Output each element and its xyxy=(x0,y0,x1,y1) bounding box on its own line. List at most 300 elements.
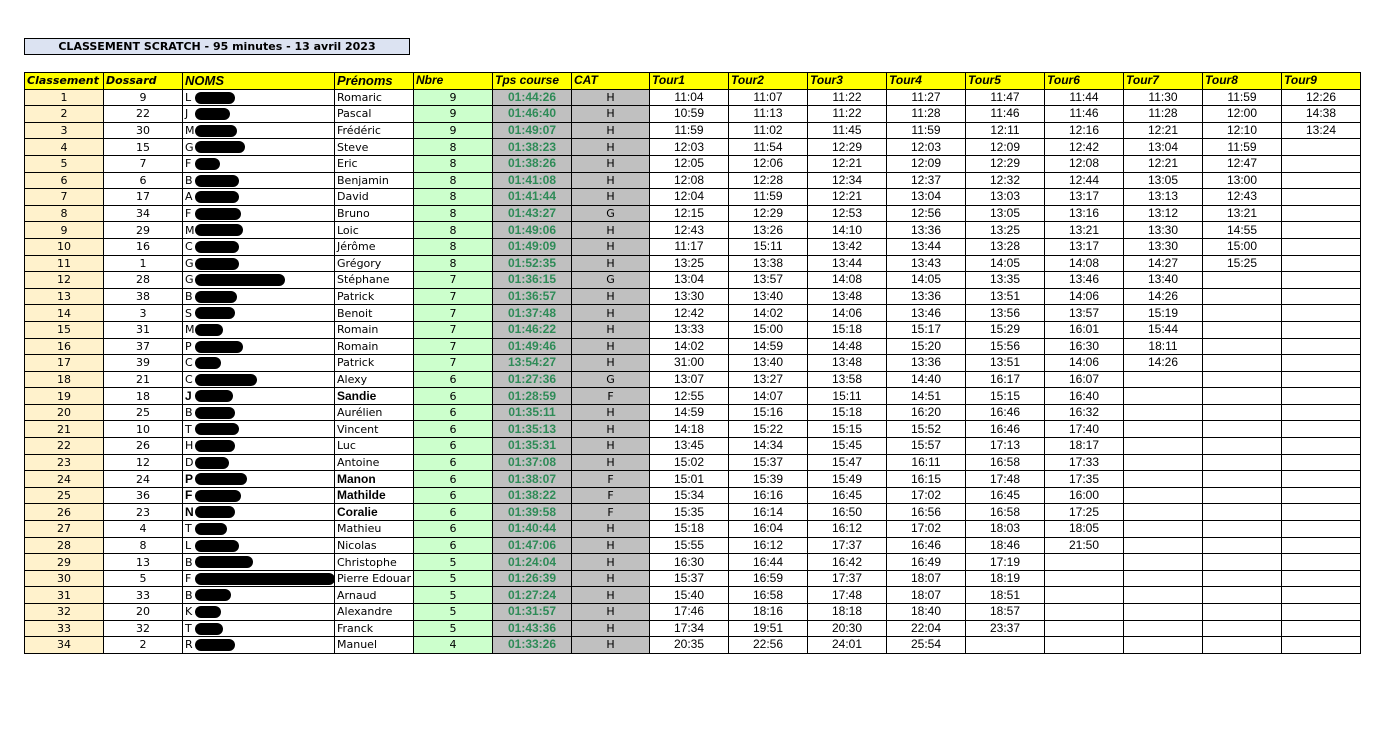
cell-tour5[interactable] xyxy=(966,637,1045,654)
cell-prenom[interactable]: Pierre Edouar xyxy=(335,570,414,587)
cell-tour5[interactable]: 13:05 xyxy=(966,205,1045,222)
cell-tour1[interactable]: 14:02 xyxy=(650,338,729,355)
header-noms[interactable]: NOMS xyxy=(183,73,335,90)
cell-prenom[interactable]: Manon xyxy=(335,471,414,488)
cell-dossard[interactable]: 37 xyxy=(104,338,183,355)
cell-tps-course[interactable]: 01:52:35 xyxy=(493,255,572,272)
cell-prenom[interactable]: Patrick xyxy=(335,355,414,372)
cell-tour9[interactable] xyxy=(1282,521,1361,538)
header-tour6[interactable]: Tour6 xyxy=(1045,73,1124,90)
cell-tour9[interactable] xyxy=(1282,620,1361,637)
cell-tour6[interactable]: 13:46 xyxy=(1045,272,1124,289)
cell-tour3[interactable]: 12:21 xyxy=(808,189,887,206)
cell-tour3[interactable]: 15:49 xyxy=(808,471,887,488)
cell-tour6[interactable]: 16:32 xyxy=(1045,404,1124,421)
cell-tour4[interactable]: 12:09 xyxy=(887,155,966,172)
cell-tour8[interactable]: 13:00 xyxy=(1203,172,1282,189)
cell-tour7[interactable]: 13:05 xyxy=(1124,172,1203,189)
cell-tour3[interactable]: 13:48 xyxy=(808,288,887,305)
cell-tour4[interactable]: 22:04 xyxy=(887,620,966,637)
cell-tour5[interactable]: 13:51 xyxy=(966,288,1045,305)
cell-tour3[interactable]: 12:34 xyxy=(808,172,887,189)
cell-tps-course[interactable]: 01:35:13 xyxy=(493,421,572,438)
cell-tour3[interactable]: 13:44 xyxy=(808,255,887,272)
cell-prenom[interactable]: Loic xyxy=(335,222,414,239)
cell-tour6[interactable] xyxy=(1045,587,1124,604)
cell-classement[interactable]: 27 xyxy=(25,521,104,538)
cell-tps-course[interactable]: 01:27:24 xyxy=(493,587,572,604)
cell-classement[interactable]: 2 xyxy=(25,106,104,123)
cell-tour7[interactable]: 13:40 xyxy=(1124,272,1203,289)
cell-tour9[interactable] xyxy=(1282,155,1361,172)
cell-tour5[interactable]: 12:09 xyxy=(966,139,1045,156)
cell-tour9[interactable]: 13:24 xyxy=(1282,122,1361,139)
cell-tps-course[interactable]: 01:41:08 xyxy=(493,172,572,189)
cell-dossard[interactable]: 3 xyxy=(104,305,183,322)
header-tour3[interactable]: Tour3 xyxy=(808,73,887,90)
cell-dossard[interactable]: 20 xyxy=(104,604,183,621)
cell-cat[interactable]: H xyxy=(572,89,650,106)
cell-tour1[interactable]: 17:46 xyxy=(650,604,729,621)
cell-nbre[interactable]: 7 xyxy=(414,321,493,338)
cell-tour3[interactable]: 18:18 xyxy=(808,604,887,621)
cell-cat[interactable]: H xyxy=(572,321,650,338)
cell-dossard[interactable]: 30 xyxy=(104,122,183,139)
cell-nom[interactable] xyxy=(183,139,335,156)
cell-tour4[interactable]: 15:52 xyxy=(887,421,966,438)
cell-prenom[interactable]: Jérôme xyxy=(335,238,414,255)
cell-tour9[interactable] xyxy=(1282,388,1361,405)
cell-nbre[interactable]: 8 xyxy=(414,222,493,239)
cell-tour3[interactable]: 14:10 xyxy=(808,222,887,239)
cell-prenom[interactable]: Coralie xyxy=(335,504,414,521)
cell-nbre[interactable]: 8 xyxy=(414,172,493,189)
cell-nom[interactable] xyxy=(183,521,335,538)
cell-classement[interactable]: 19 xyxy=(25,388,104,405)
cell-prenom[interactable]: Sandie xyxy=(335,388,414,405)
cell-tour4[interactable]: 18:07 xyxy=(887,570,966,587)
cell-tour3[interactable]: 16:45 xyxy=(808,487,887,504)
cell-tour2[interactable]: 15:00 xyxy=(729,321,808,338)
cell-classement[interactable]: 9 xyxy=(25,222,104,239)
cell-tour2[interactable]: 12:06 xyxy=(729,155,808,172)
cell-tour7[interactable] xyxy=(1124,438,1203,455)
cell-tour8[interactable] xyxy=(1203,371,1282,388)
cell-tour3[interactable]: 15:18 xyxy=(808,321,887,338)
cell-classement[interactable]: 33 xyxy=(25,620,104,637)
cell-dossard[interactable]: 39 xyxy=(104,355,183,372)
cell-tour7[interactable] xyxy=(1124,554,1203,571)
cell-dossard[interactable]: 2 xyxy=(104,637,183,654)
cell-nom[interactable] xyxy=(183,155,335,172)
cell-tour4[interactable]: 17:02 xyxy=(887,487,966,504)
cell-nbre[interactable]: 5 xyxy=(414,587,493,604)
cell-tour7[interactable]: 15:44 xyxy=(1124,321,1203,338)
cell-tour6[interactable]: 21:50 xyxy=(1045,537,1124,554)
cell-tour1[interactable]: 14:59 xyxy=(650,404,729,421)
cell-classement[interactable]: 31 xyxy=(25,587,104,604)
cell-classement[interactable]: 17 xyxy=(25,355,104,372)
cell-tour3[interactable]: 15:18 xyxy=(808,404,887,421)
cell-tps-course[interactable]: 01:38:23 xyxy=(493,139,572,156)
cell-tour4[interactable]: 13:36 xyxy=(887,355,966,372)
cell-tour2[interactable]: 13:40 xyxy=(729,355,808,372)
cell-nom[interactable] xyxy=(183,537,335,554)
cell-classement[interactable]: 8 xyxy=(25,205,104,222)
cell-tour5[interactable]: 16:58 xyxy=(966,504,1045,521)
cell-tour1[interactable]: 13:45 xyxy=(650,438,729,455)
cell-classement[interactable]: 10 xyxy=(25,238,104,255)
cell-tour6[interactable]: 17:35 xyxy=(1045,471,1124,488)
cell-classement[interactable]: 7 xyxy=(25,189,104,206)
cell-nbre[interactable]: 8 xyxy=(414,238,493,255)
cell-nbre[interactable]: 6 xyxy=(414,421,493,438)
cell-nom[interactable] xyxy=(183,355,335,372)
cell-tour5[interactable]: 16:58 xyxy=(966,454,1045,471)
cell-prenom[interactable]: Eric xyxy=(335,155,414,172)
cell-classement[interactable]: 34 xyxy=(25,637,104,654)
cell-cat[interactable]: H xyxy=(572,106,650,123)
cell-tour2[interactable]: 16:44 xyxy=(729,554,808,571)
cell-cat[interactable]: H xyxy=(572,305,650,322)
cell-tour3[interactable]: 15:11 xyxy=(808,388,887,405)
cell-tour8[interactable] xyxy=(1203,355,1282,372)
cell-tour9[interactable] xyxy=(1282,421,1361,438)
cell-tour2[interactable]: 11:54 xyxy=(729,139,808,156)
cell-tour1[interactable]: 13:30 xyxy=(650,288,729,305)
cell-tour4[interactable]: 16:11 xyxy=(887,454,966,471)
cell-classement[interactable]: 14 xyxy=(25,305,104,322)
cell-tour2[interactable]: 16:58 xyxy=(729,587,808,604)
cell-nbre[interactable]: 4 xyxy=(414,637,493,654)
cell-cat[interactable]: H xyxy=(572,139,650,156)
cell-tour5[interactable]: 13:28 xyxy=(966,238,1045,255)
header-tour9[interactable]: Tour9 xyxy=(1282,73,1361,90)
cell-tour8[interactable]: 11:59 xyxy=(1203,89,1282,106)
cell-tour4[interactable]: 25:54 xyxy=(887,637,966,654)
cell-prenom[interactable]: Steve xyxy=(335,139,414,156)
cell-tour8[interactable] xyxy=(1203,454,1282,471)
cell-tour1[interactable]: 15:40 xyxy=(650,587,729,604)
cell-nbre[interactable]: 7 xyxy=(414,338,493,355)
cell-cat[interactable]: H xyxy=(572,620,650,637)
cell-tour9[interactable] xyxy=(1282,288,1361,305)
cell-tour8[interactable] xyxy=(1203,388,1282,405)
cell-classement[interactable]: 11 xyxy=(25,255,104,272)
cell-tour9[interactable] xyxy=(1282,438,1361,455)
cell-tour8[interactable] xyxy=(1203,404,1282,421)
cell-tour9[interactable] xyxy=(1282,637,1361,654)
cell-classement[interactable]: 5 xyxy=(25,155,104,172)
cell-tour8[interactable] xyxy=(1203,272,1282,289)
cell-tour7[interactable]: 18:11 xyxy=(1124,338,1203,355)
cell-prenom[interactable]: Christophe xyxy=(335,554,414,571)
cell-nbre[interactable]: 6 xyxy=(414,487,493,504)
cell-prenom[interactable]: Benjamin xyxy=(335,172,414,189)
cell-cat[interactable]: F xyxy=(572,487,650,504)
header-tour4[interactable]: Tour4 xyxy=(887,73,966,90)
cell-tour2[interactable]: 12:28 xyxy=(729,172,808,189)
cell-tour5[interactable]: 17:19 xyxy=(966,554,1045,571)
cell-tps-course[interactable]: 01:46:22 xyxy=(493,321,572,338)
cell-dossard[interactable]: 15 xyxy=(104,139,183,156)
cell-tour1[interactable]: 20:35 xyxy=(650,637,729,654)
cell-nbre[interactable]: 6 xyxy=(414,471,493,488)
cell-prenom[interactable]: Vincent xyxy=(335,421,414,438)
cell-tour7[interactable] xyxy=(1124,537,1203,554)
cell-tour7[interactable] xyxy=(1124,487,1203,504)
cell-tour5[interactable]: 14:05 xyxy=(966,255,1045,272)
header-tour5[interactable]: Tour5 xyxy=(966,73,1045,90)
cell-tour6[interactable]: 13:21 xyxy=(1045,222,1124,239)
cell-tour8[interactable]: 12:47 xyxy=(1203,155,1282,172)
cell-tour4[interactable]: 12:03 xyxy=(887,139,966,156)
cell-tour4[interactable]: 17:02 xyxy=(887,521,966,538)
cell-tour5[interactable]: 13:25 xyxy=(966,222,1045,239)
cell-tour1[interactable]: 13:04 xyxy=(650,272,729,289)
cell-tour1[interactable]: 13:07 xyxy=(650,371,729,388)
cell-tps-course[interactable]: 01:39:58 xyxy=(493,504,572,521)
cell-tour3[interactable]: 11:22 xyxy=(808,89,887,106)
cell-tour1[interactable]: 12:43 xyxy=(650,222,729,239)
cell-cat[interactable]: G xyxy=(572,205,650,222)
cell-dossard[interactable]: 13 xyxy=(104,554,183,571)
cell-cat[interactable]: H xyxy=(572,172,650,189)
cell-tour5[interactable]: 15:56 xyxy=(966,338,1045,355)
cell-tour9[interactable] xyxy=(1282,338,1361,355)
cell-tps-course[interactable]: 01:49:06 xyxy=(493,222,572,239)
cell-tour6[interactable] xyxy=(1045,604,1124,621)
cell-tour6[interactable]: 16:40 xyxy=(1045,388,1124,405)
cell-tour5[interactable]: 12:32 xyxy=(966,172,1045,189)
cell-tour5[interactable]: 15:29 xyxy=(966,321,1045,338)
cell-tour1[interactable]: 15:35 xyxy=(650,504,729,521)
cell-tour7[interactable]: 13:04 xyxy=(1124,139,1203,156)
cell-tour9[interactable] xyxy=(1282,305,1361,322)
cell-tour8[interactable] xyxy=(1203,620,1282,637)
cell-tour4[interactable]: 16:15 xyxy=(887,471,966,488)
cell-tour9[interactable] xyxy=(1282,554,1361,571)
cell-tour6[interactable]: 12:42 xyxy=(1045,139,1124,156)
cell-prenom[interactable]: Antoine xyxy=(335,454,414,471)
cell-tour4[interactable]: 11:27 xyxy=(887,89,966,106)
cell-tour4[interactable]: 15:20 xyxy=(887,338,966,355)
header-dossard[interactable]: Dossard xyxy=(104,73,183,90)
cell-tour4[interactable]: 14:51 xyxy=(887,388,966,405)
cell-tour1[interactable]: 15:01 xyxy=(650,471,729,488)
cell-tour2[interactable]: 18:16 xyxy=(729,604,808,621)
cell-tour6[interactable] xyxy=(1045,620,1124,637)
cell-dossard[interactable]: 21 xyxy=(104,371,183,388)
cell-tour7[interactable] xyxy=(1124,471,1203,488)
cell-nom[interactable] xyxy=(183,637,335,654)
header-prenoms[interactable]: Prénoms xyxy=(335,73,414,90)
cell-prenom[interactable]: Mathieu xyxy=(335,521,414,538)
cell-tour7[interactable]: 12:21 xyxy=(1124,122,1203,139)
cell-cat[interactable]: H xyxy=(572,155,650,172)
cell-tour3[interactable]: 15:45 xyxy=(808,438,887,455)
cell-tour1[interactable]: 12:15 xyxy=(650,205,729,222)
cell-tour7[interactable]: 14:27 xyxy=(1124,255,1203,272)
cell-tour5[interactable]: 18:19 xyxy=(966,570,1045,587)
cell-tour2[interactable]: 11:02 xyxy=(729,122,808,139)
cell-tour3[interactable]: 13:58 xyxy=(808,371,887,388)
cell-tps-course[interactable]: 01:36:57 xyxy=(493,288,572,305)
cell-tour9[interactable] xyxy=(1282,255,1361,272)
cell-tour1[interactable]: 15:02 xyxy=(650,454,729,471)
cell-prenom[interactable]: Alexy xyxy=(335,371,414,388)
cell-classement[interactable]: 32 xyxy=(25,604,104,621)
cell-nom[interactable] xyxy=(183,487,335,504)
cell-tour1[interactable]: 12:42 xyxy=(650,305,729,322)
cell-tour8[interactable] xyxy=(1203,554,1282,571)
cell-tour9[interactable] xyxy=(1282,604,1361,621)
cell-dossard[interactable]: 5 xyxy=(104,570,183,587)
cell-classement[interactable]: 23 xyxy=(25,454,104,471)
cell-tour1[interactable]: 15:34 xyxy=(650,487,729,504)
cell-tour4[interactable]: 11:28 xyxy=(887,106,966,123)
cell-tour2[interactable]: 14:07 xyxy=(729,388,808,405)
cell-prenom[interactable]: Mathilde xyxy=(335,487,414,504)
cell-nom[interactable] xyxy=(183,255,335,272)
cell-tps-course[interactable]: 01:49:09 xyxy=(493,238,572,255)
cell-tour4[interactable]: 18:40 xyxy=(887,604,966,621)
cell-tour2[interactable]: 22:56 xyxy=(729,637,808,654)
cell-tour8[interactable]: 15:00 xyxy=(1203,238,1282,255)
cell-tour6[interactable]: 17:40 xyxy=(1045,421,1124,438)
cell-dossard[interactable]: 17 xyxy=(104,189,183,206)
cell-tour9[interactable] xyxy=(1282,537,1361,554)
cell-tour3[interactable]: 16:12 xyxy=(808,521,887,538)
cell-tour9[interactable] xyxy=(1282,355,1361,372)
cell-tps-course[interactable]: 01:49:46 xyxy=(493,338,572,355)
cell-tour8[interactable] xyxy=(1203,537,1282,554)
cell-dossard[interactable]: 28 xyxy=(104,272,183,289)
cell-nbre[interactable]: 7 xyxy=(414,272,493,289)
cell-tour7[interactable]: 14:26 xyxy=(1124,288,1203,305)
cell-prenom[interactable]: Nicolas xyxy=(335,537,414,554)
cell-tour8[interactable] xyxy=(1203,487,1282,504)
cell-nom[interactable] xyxy=(183,321,335,338)
cell-tour3[interactable]: 16:50 xyxy=(808,504,887,521)
cell-nom[interactable] xyxy=(183,404,335,421)
cell-tps-course[interactable]: 01:43:27 xyxy=(493,205,572,222)
cell-dossard[interactable]: 16 xyxy=(104,238,183,255)
cell-tour5[interactable]: 18:57 xyxy=(966,604,1045,621)
cell-tour3[interactable]: 12:29 xyxy=(808,139,887,156)
cell-dossard[interactable]: 1 xyxy=(104,255,183,272)
header-tour1[interactable]: Tour1 xyxy=(650,73,729,90)
cell-tour8[interactable] xyxy=(1203,587,1282,604)
cell-cat[interactable]: H xyxy=(572,404,650,421)
cell-tour7[interactable]: 11:30 xyxy=(1124,89,1203,106)
cell-cat[interactable]: H xyxy=(572,570,650,587)
cell-tour7[interactable] xyxy=(1124,604,1203,621)
cell-nbre[interactable]: 6 xyxy=(414,537,493,554)
cell-tour2[interactable]: 19:51 xyxy=(729,620,808,637)
cell-tour9[interactable] xyxy=(1282,487,1361,504)
cell-tps-course[interactable]: 01:24:04 xyxy=(493,554,572,571)
cell-tour6[interactable]: 12:08 xyxy=(1045,155,1124,172)
cell-tour1[interactable]: 15:37 xyxy=(650,570,729,587)
cell-classement[interactable]: 20 xyxy=(25,404,104,421)
cell-nom[interactable] xyxy=(183,604,335,621)
cell-tour2[interactable]: 11:07 xyxy=(729,89,808,106)
cell-tour1[interactable]: 13:25 xyxy=(650,255,729,272)
cell-tour9[interactable] xyxy=(1282,504,1361,521)
cell-dossard[interactable]: 12 xyxy=(104,454,183,471)
cell-tour7[interactable]: 13:12 xyxy=(1124,205,1203,222)
cell-tour1[interactable]: 14:18 xyxy=(650,421,729,438)
cell-dossard[interactable]: 22 xyxy=(104,106,183,123)
cell-nbre[interactable]: 9 xyxy=(414,89,493,106)
cell-tour4[interactable]: 18:07 xyxy=(887,587,966,604)
cell-tour8[interactable] xyxy=(1203,421,1282,438)
cell-tour8[interactable] xyxy=(1203,321,1282,338)
cell-tour9[interactable] xyxy=(1282,139,1361,156)
cell-tour1[interactable]: 13:33 xyxy=(650,321,729,338)
cell-tour1[interactable]: 15:55 xyxy=(650,537,729,554)
cell-dossard[interactable]: 26 xyxy=(104,438,183,455)
cell-classement[interactable]: 28 xyxy=(25,537,104,554)
cell-cat[interactable]: G xyxy=(572,272,650,289)
cell-dossard[interactable]: 31 xyxy=(104,321,183,338)
cell-tour3[interactable]: 15:47 xyxy=(808,454,887,471)
cell-tour3[interactable]: 11:45 xyxy=(808,122,887,139)
cell-tour9[interactable] xyxy=(1282,570,1361,587)
cell-tour1[interactable]: 31:00 xyxy=(650,355,729,372)
cell-tour7[interactable]: 14:26 xyxy=(1124,355,1203,372)
cell-tour7[interactable]: 11:28 xyxy=(1124,106,1203,123)
cell-tour6[interactable]: 13:57 xyxy=(1045,305,1124,322)
cell-nbre[interactable]: 5 xyxy=(414,554,493,571)
cell-tour9[interactable] xyxy=(1282,471,1361,488)
cell-nom[interactable] xyxy=(183,438,335,455)
cell-nbre[interactable]: 7 xyxy=(414,288,493,305)
cell-cat[interactable]: H xyxy=(572,637,650,654)
cell-cat[interactable]: H xyxy=(572,338,650,355)
cell-tps-course[interactable]: 01:40:44 xyxy=(493,521,572,538)
header-tps-course[interactable]: Tps course xyxy=(493,73,572,90)
cell-tour5[interactable]: 13:03 xyxy=(966,189,1045,206)
cell-tps-course[interactable]: 01:37:48 xyxy=(493,305,572,322)
cell-nom[interactable] xyxy=(183,189,335,206)
cell-prenom[interactable]: Pascal xyxy=(335,106,414,123)
cell-tour9[interactable] xyxy=(1282,321,1361,338)
cell-tour5[interactable]: 23:37 xyxy=(966,620,1045,637)
cell-tour2[interactable]: 13:26 xyxy=(729,222,808,239)
cell-tour9[interactable] xyxy=(1282,172,1361,189)
cell-cat[interactable]: F xyxy=(572,388,650,405)
cell-nom[interactable] xyxy=(183,554,335,571)
cell-tps-course[interactable]: 01:33:26 xyxy=(493,637,572,654)
cell-tps-course[interactable]: 01:28:59 xyxy=(493,388,572,405)
cell-nom[interactable] xyxy=(183,388,335,405)
cell-tour5[interactable]: 17:13 xyxy=(966,438,1045,455)
cell-tour6[interactable]: 18:05 xyxy=(1045,521,1124,538)
cell-tour7[interactable] xyxy=(1124,521,1203,538)
cell-cat[interactable]: H xyxy=(572,587,650,604)
cell-tour2[interactable]: 14:34 xyxy=(729,438,808,455)
cell-tour1[interactable]: 12:08 xyxy=(650,172,729,189)
cell-prenom[interactable]: Arnaud xyxy=(335,587,414,604)
cell-cat[interactable]: F xyxy=(572,471,650,488)
cell-tour7[interactable] xyxy=(1124,371,1203,388)
cell-tour4[interactable]: 13:36 xyxy=(887,222,966,239)
cell-nom[interactable] xyxy=(183,620,335,637)
cell-prenom[interactable]: David xyxy=(335,189,414,206)
header-cat[interactable]: CAT xyxy=(572,73,650,90)
